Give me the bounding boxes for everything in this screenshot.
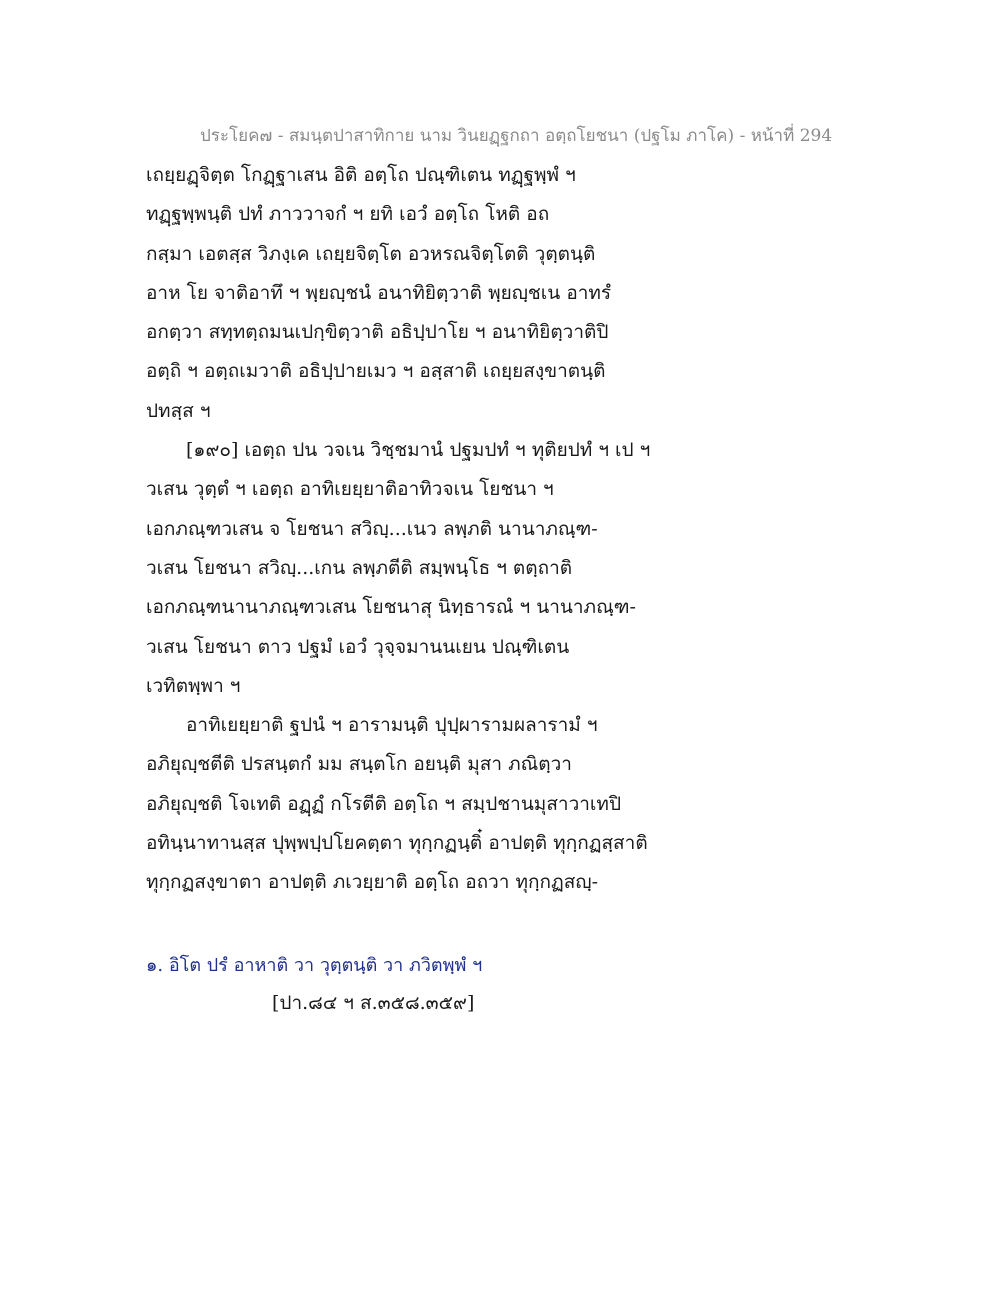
- text-line: เถยฺยฏฺจิตฺต โกฏฺฐาเสน อิติ อตฺโถ ปณฺฑิเตน ทฏฺฐพฺพํ ฯ: [146, 164, 576, 186]
- text-line: กสฺมา เอตสฺส วิภงฺเค เถยฺยจิตฺโต อวหรณจิตฺโตติ วุตฺตนฺติ: [146, 242, 596, 265]
- text-line: ปทสฺส ฯ: [146, 399, 211, 422]
- text-line: เอกภณฺฑนานาภณฺฑวเสน โยชนาสุ นิทฺธารณํ ฯ นานาภณฺฑ-: [146, 596, 636, 619]
- text-line: อภิยุญฺชตีติ ปรสนฺตกํ มม สนฺตโก อยนฺติ มุสา ภณิตฺวา: [146, 753, 572, 776]
- footnote: ๑. อิโต ปรํ อาหาติ วา วุตฺตนฺติ วา ภวิตพฺพํ ฯ: [146, 955, 483, 976]
- page-header: ประโยค๗ - สมนฺตปาสาทิกาย นาม วินยฏฺฐกถา อตฺถโยชนา (ปฐโม ภาโค) - หน้าที่ 294: [200, 126, 833, 146]
- text-line: วเสน โยชนา ตาว ปฐมํ เอวํ วุจฺจมานนเยน ปณฺฑิเตน: [146, 635, 570, 658]
- paragraph-start-line: อาทิเยยฺยาติ ฐปนํ ฯ อารามนฺติ ปุปฺผารามผลารามํ ฯ: [186, 714, 598, 737]
- text-line: เอกภณฺฑวเสน จ โยชนา สวิญฺ...เนว ลพฺภติ นานาภณฺฑ-: [146, 517, 598, 540]
- text-line: วเสน โยชนา สวิญฺ...เกน ลพฺภตีติ สมฺพนฺโธ ฯ ตตฺถาติ: [146, 556, 573, 579]
- text-line: เวทิตพฺพา ฯ: [146, 674, 241, 697]
- paragraph-start-line: [๑๙๐] เอตฺถ ปน วจเน วิชฺชมานํ ปฐมปทํ ฯ ทุติยปทํ ฯ เป ฯ: [186, 439, 651, 462]
- text-line: อทินฺนาทานสฺส ปุพฺพปฺปโยคตฺตา ทุกฺกฏนฺติ๋ อาปตฺติ ทุกฺกฏสฺสาติ: [146, 832, 648, 855]
- text-line: อกตฺวา สทฺทตฺถมนเปกฺขิตฺวาติ อธิปฺปาโย ฯ อนาทิยิตฺวาติปิ: [146, 321, 609, 344]
- source-reference: [ปา.๘๔ ฯ ส.๓๕๘.๓๕๙]: [272, 992, 475, 1014]
- text-line: อตฺถิ ฯ อตฺถเมวาติ อธิปฺปายเมว ฯ อสฺสาติ เถยฺยสงฺขาตนฺติ: [146, 360, 606, 383]
- text-line: ทุกฺกฏสงฺขาตา อาปตฺติ ภเวยฺยาติ อตฺโถ อถวา ทุกฺกฏสญฺ-: [146, 871, 599, 894]
- text-line: อภิยุญฺชติ โจเทติ อฏฺฏํ กโรตีติ อตฺโถ ฯ สมฺปชานมุสาวาเทปิ: [146, 792, 622, 815]
- text-line: วเสน วุตฺตํ ฯ เอตฺถ อาทิเยยฺยาติอาทิวจเน โยชนา ฯ: [146, 478, 554, 501]
- text-line: ทฏฺฐพฺพนฺติ ปทํ ภาววาจกํ ฯ ยทิ เอวํ อตฺโถ โหติ อถ: [146, 203, 550, 226]
- body-text: [146, 156, 706, 903]
- text-line: อาห โย จาติอาทึ ฯ พฺยญฺชนํ อนาทิยิตฺวาติ พฺยญฺชเน อาทรํ: [146, 281, 612, 304]
